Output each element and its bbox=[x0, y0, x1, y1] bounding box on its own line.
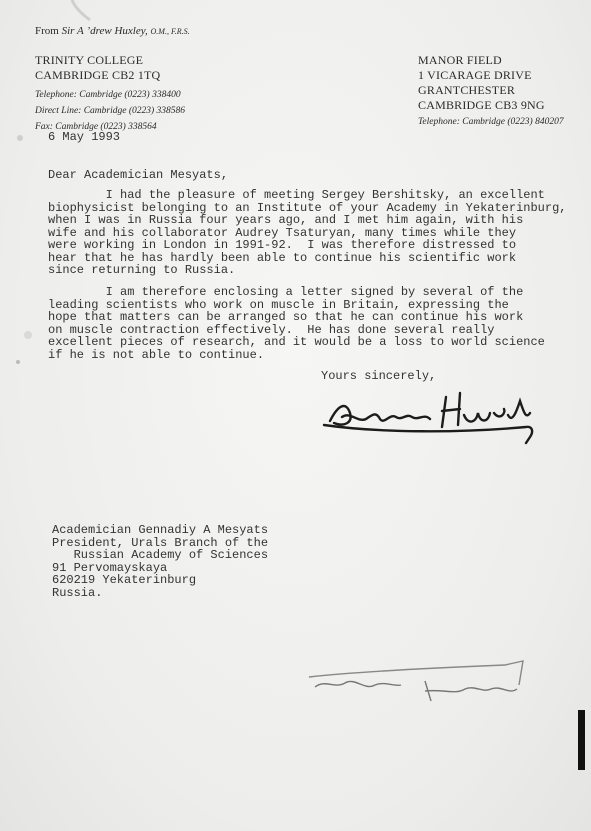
handwritten-scrawl bbox=[305, 655, 535, 715]
letterhead-village: GRANTCHESTER bbox=[418, 83, 516, 97]
letterhead-house: MANOR FIELD bbox=[418, 53, 502, 67]
recipient-line-6: Russia. bbox=[52, 585, 103, 600]
recipient-line-5: 620219 Yekaterinburg bbox=[52, 573, 197, 587]
from-honours: O.M., F.R.S. bbox=[150, 27, 190, 36]
body-paragraph-1: I had the pleasure of meeting Sergey Bershitsky, an excellent biophysicist belonging to an Institute of your Academy in Yekaterinburg, when I was in Russia four years ago, and I met him again, with his wife and his collaborator Audrey Tsaturyan, many times while they were working in London in 1991-92. I was therefore distressed to hear that he has hardly been able to continue his scientific work since returning to Russia. bbox=[48, 188, 567, 277]
letter-date: 6 May 1993 bbox=[48, 130, 121, 144]
letterhead-city-postcode: CAMBRIDGE CB2 1TQ bbox=[35, 68, 161, 82]
letterhead-fax: Fax: Cambridge (0223) 338564 bbox=[35, 122, 157, 132]
salutation: Dear Academician Mesyats, bbox=[48, 168, 229, 182]
from-line bbox=[35, 25, 190, 37]
scan-edge-right bbox=[574, 700, 591, 780]
from-prefix: From bbox=[35, 25, 59, 37]
letterhead-telephone: Telephone: Cambridge (0223) 338400 bbox=[35, 90, 181, 100]
recipient-line-1: Academician Gennadiy A Mesyats bbox=[52, 523, 269, 537]
handwritten-signature bbox=[320, 383, 540, 458]
recipient-line-3: Russian Academy of Sciences bbox=[52, 548, 269, 562]
letterhead-direct-line: Direct Line: Cambridge (0223) 338586 bbox=[35, 106, 186, 116]
from-name: Sir A ’drew Huxley, bbox=[61, 25, 148, 37]
recipient-address bbox=[52, 524, 268, 599]
closing: Yours sincerely, bbox=[321, 369, 437, 383]
body-paragraph-2: I am therefore enclosing a letter signed by several of the leading scientists who work on muscle in Britain, expressing the hope that matters can be arranged so that he can continue his work on muscle contraction effectively. He has done several really excellent pieces of research, and it would be a loss to world science if he is not able to continue. bbox=[48, 285, 545, 362]
scan-speck-left bbox=[0, 130, 40, 370]
letterhead-city-postcode-right: CAMBRIDGE CB3 9NG bbox=[418, 98, 545, 112]
recipient-line-2: President, Urals Branch of the bbox=[52, 535, 269, 550]
letterhead-telephone-right: Telephone: Cambridge (0223) 840207 bbox=[418, 117, 564, 127]
letterhead-college: TRINITY COLLEGE bbox=[35, 53, 144, 67]
recipient-line-4: 91 Pervomayskaya bbox=[52, 560, 168, 575]
letterhead-left bbox=[35, 53, 185, 135]
letterhead-right bbox=[418, 53, 564, 130]
letterhead-street: 1 VICARAGE DRIVE bbox=[418, 68, 532, 82]
